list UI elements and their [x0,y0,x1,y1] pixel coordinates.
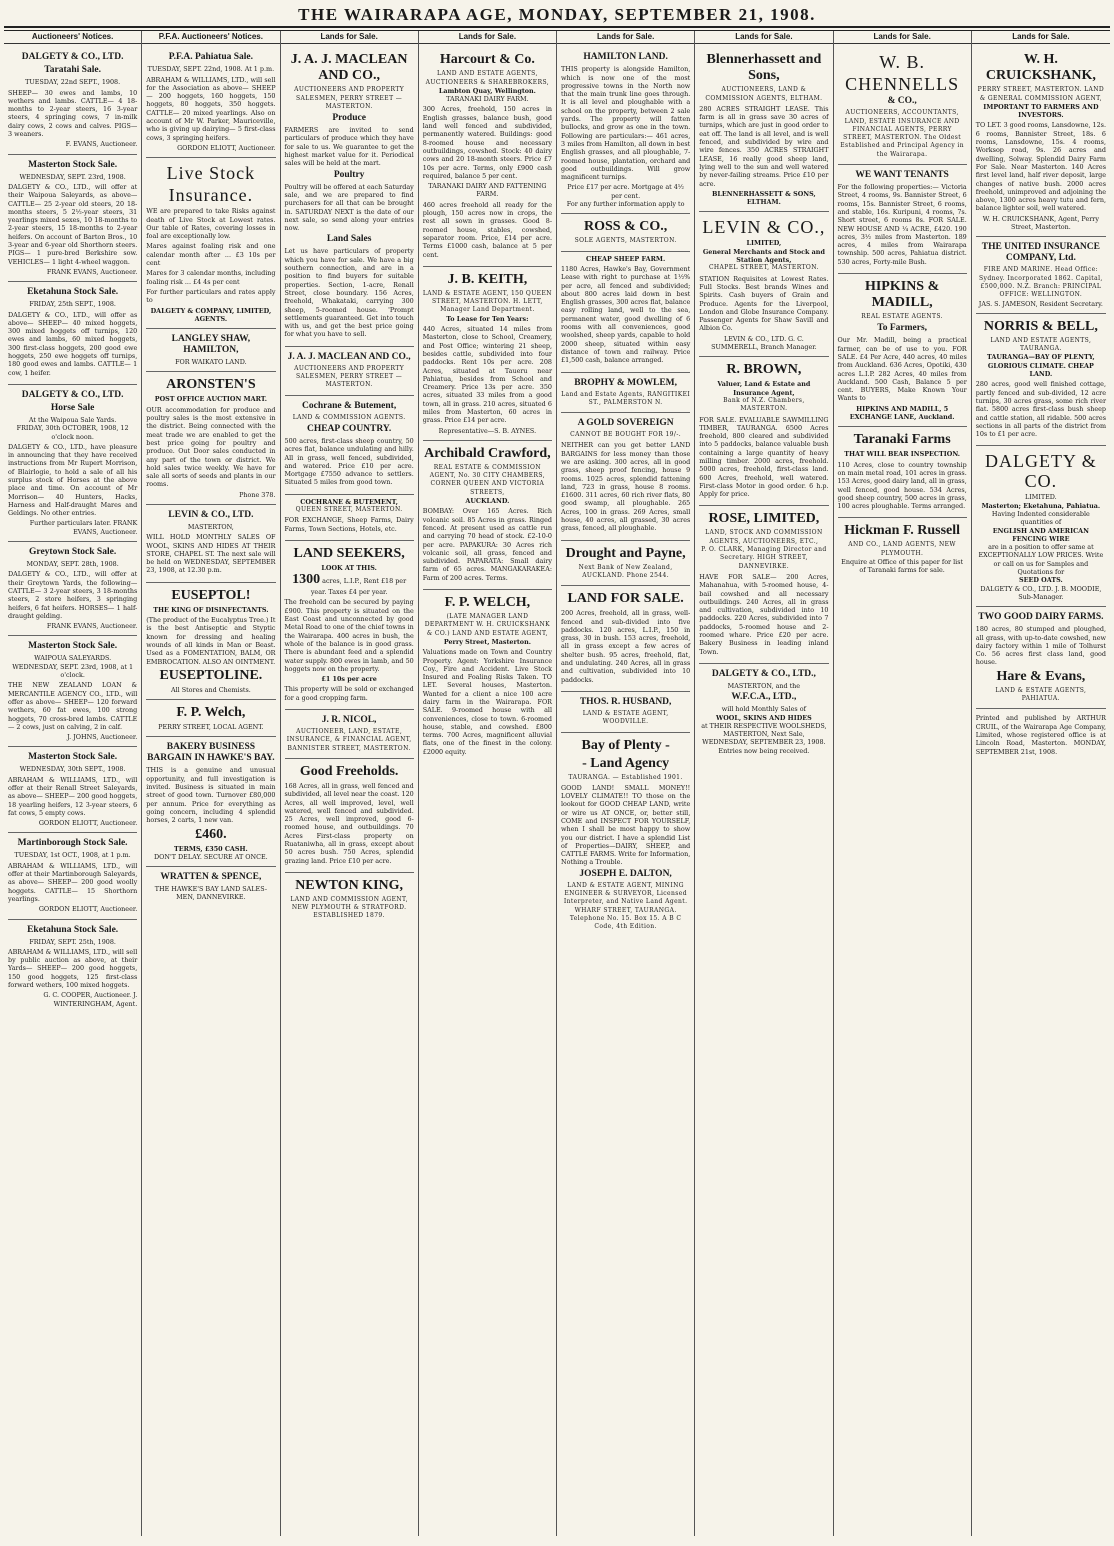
advert-body: NEITHER can you get better LAND BARGAINS for less money than those we are asking. 300 acres, all in good grass, sheep proof fencing, house 9 rooms. 1025 acres, splendid fattening land, 723 in grass, house 8 rooms. £1600. 311 acres, 60 rich river flats, 80 good swamp, all ploughable. 265 Acres, 100 in grass. 269 Acres, small house, 40 acres, all grassed, 30 acres grass, fenced, all ploughable. [561,441,691,533]
advert-title: LAND FOR SALE. [567,591,684,607]
advert-heading: SEED OATS. [1019,576,1063,585]
advert [146,158,275,329]
advert [423,267,552,441]
advert-subtitle: LAND & ESTATE AGENTS, PAHIATUA. [995,686,1087,703]
imprint-text: Printed and published by ARTHUR CRUIL, of the Wairarapa Age Company, Limited, whose registered office is at Lincoln Road, Masterton. MONDAY, SEPTEMBER 21st, 1908. [975,714,1106,756]
section-head: Lands for Sale. [557,31,694,44]
advert-date: WEDNESDAY, SEPT. 23rd, 1908. [19,172,126,181]
advert-title: & CO., [887,96,917,107]
advert-title: W. H. CRUICKSHANK, [985,52,1096,84]
advert-subtitle: LIMITED, [746,239,782,248]
advert-price-line [285,572,414,596]
advert [838,274,967,427]
advert [8,920,137,1013]
advert [699,47,828,212]
advert-phone: Phone 378. [239,490,276,499]
advert-title: Drought and Payne, [565,545,686,561]
advert [8,833,137,919]
advert-place: Masterton; Eketahuna, Pahiatua. [981,501,1101,510]
advert-body: THIS is a genuine and unusual opportunity, and full investigation is invited. Business is situated in main street of good town. Turnover £80,000 per annum. Price for everything as going concern, including 4 splendid horses, 2 carts, 1 new van. [146,766,276,825]
advert-title: LANGLEY SHAW, HAMILTON, [171,334,251,356]
advert-body: For the following properties:— Victoria Street, 4 rooms, 9s. Bannister Street, 6 rooms, 15s. Bannister Street, 6 rooms, and stable, 16s. Kuripuni, 4 rooms, 7s. Short street, 6 rooms 8s. FOR SALE. NEW HOUSE AND ¼ ACRE, £420. 190 acres, 3½ miles from Masterton. 189 acres, 4 miles from Wairarapa township. 500 acres, Pahiatua district. 530 acres, Forty-mile Bush. [837,183,967,266]
advert-footer: at THEIR RESPECTIVE WOOLSHEDS, MASTERTON, Next Sale, WEDNESDAY, SEPTEMBER 23, 1908. Entries now being received. [701,721,827,755]
advert-heading: TARANAKI DAIRY AND FATTENING FARM. [428,182,547,199]
advert-title: WE WANT TENANTS [855,170,949,181]
advert-body: Let us have particulars of property which you have for sale. We have a big southern connection, and are in a position to find buyers for suitable properties. Section, 1-acre, Renall Street, close boundary. 156 Acres, freehold, Whakataki, carrying 300 sheep, 5-roomed house. 'Prompt settlements guaranteed. Get into touch with us, and get the best price going for what you have to sell. [284,247,414,339]
advert-title: Hickman F. Russell [844,523,961,539]
advert-title: Eketahuna Stock Sale. [27,287,119,298]
advert-body: DALGETY & CO., LTD., will offer at their Waipoua Saleyards, as above— CATTLE— 25 2-year old steers, 20 18-months steers, 5 2½-year steers, 31 yearlings mixed sexes, 10 18-months to 2-year steers, 15 18-months to 2-year heifers. On account of Barton Bros., 10 3-year and 6-year old Shorthorn steers. PIGS— 1 pure-bred Berkshire sow. VEHICLES— 1 light 4-wheel waggon. [8,182,138,266]
advert-body: ABRAHAM & WILLIAMS, LTD., will offer at their Renall Street Saleyards, as above— SHEEP— 200 good hoggets, 18 yearling heifers, 12 3-year steers, 6 fat cows, 5 empty cows. [8,775,138,817]
advert-subtitle: SOLE AGENTS, MASTERTON. [574,237,677,245]
advert [561,586,690,692]
advert-body: 300 Acres, freehold, 150 acres in English grasses, balance bush, good land well fenced and subdivided, permanently watered. Buildings: good 8-roomed house and necessary outbuildings, cowshed. Stock: 40 dairy cows and 20 18-month steers. Price £7 10s per acre. Terms, only £900 cash required, balance 5 per cent. [422,105,552,180]
advert-body: ABRAHAM & WILLIAMS, LTD., will sell by public auction as above, at their Yards— SHEEP— 200 good hoggets, 150 good hoggets, 125 first-class forward wethers, 100 mixed hoggets. [8,947,138,990]
advert-title: Cochrane & Butement, [302,400,397,411]
advert-date: FRIDAY, SEPT. 25th, 1908. [29,937,116,946]
advert [561,214,690,251]
advert-title: Taranaki Farms [853,432,951,448]
advert-title: Insurance. [168,185,254,206]
advert-title: Eketahuna Stock Sale. [27,924,119,935]
advert-body: 168 Acres, all in grass, well fenced and subdivided, all level near the coast. 120 Acres, all well improved, level, well watered, well fenced and subdivided. 25 Acres, well improved, good 6-roomed house, and outbuildings. 70 Acres First-class property on Ruataniwha, all in grass, except about 50 acres bush. 750 Acres, splendid grazing land. Price £10 per acre. [284,781,414,865]
advert-body: 500 acres, first-class sheep country, 50 acres flat, balance undulating and hilly. All in grass, well fenced, subdivided, and watered. Price £10 per acre. Mortgage £7550 advance to settlers. Situated 5 miles from good town. [284,436,414,487]
rate-line: Mares against foaling risk and one calendar month after ... £3 10s per cent [146,242,276,268]
advert-heading: IMPORTANT TO FARMERS AND INVESTORS. [983,102,1099,120]
advert-title: J. B. KEITH, [447,271,528,287]
advert-body: GOOD LAND! SMALL MONEY!! LOVELY CLIMATE!! TO those on the lookout for GOOD CHEAP LAND, write or wire us AT ONCE, or, better still, COME and INSPECT FOR YOURSELF, when I shall be most happy to show you our district. I have a splendid List of Properties—DAIRY, SHEEP, and CATTLE FARMS. Write for Information, Nothing a Trouble. [561,783,691,867]
section-head: Lands for Sale. [695,31,832,44]
advert-title: HAMILTON LAND. [583,52,668,63]
advert-footer: For further particulars and rates apply to [146,287,276,305]
advert-date: TUESDAY, 22nd SEPT., 1908. [25,78,121,87]
advert-title: J. A. J. MACLEAN AND CO., [287,351,411,362]
advert-title: Martinborough Stock Sale. [17,838,128,849]
advert-title: DALGETY & CO., LTD., [711,668,816,679]
advert [8,542,137,636]
advert [976,47,1106,237]
advert-body: Having Indented considerable quantities of [991,509,1090,527]
advert-heading: Produce [332,113,366,124]
advert [285,541,414,710]
advert-body: Poultry will be offered at each Saturday sale, and we are prepared to find purchasers for all that can be brought in. SATURDAY NEXT is the date of our next sale, so send along your entries now. [284,182,414,233]
advert-subtitle: General Merchants and Stock and Station Agents, [702,247,825,265]
advert-title: Live Stock [166,163,256,184]
advert-footer: Representative—S. B. AYNES. [438,426,537,435]
advert-heading: ENGLISH AND AMERICAN FENCING WIRE [992,526,1089,543]
advert-subtitle: LAND, STOCK AND COMMISSION AGENTS, AUCTIONEERS, ETC., [705,529,823,545]
advert-body: 460 acres freehold all ready for the plough, 150 acres now in crops, the rest all sown in grasses. Good 8-roomed house, stables, cowshed, separator room. Price, £14 per acre. Terms £1000 cash, balance at 5 per cent. [422,200,552,259]
advert-title: DALGETY & CO. [984,451,1097,492]
advert-body: OUR accommodation for produce and poultry sales is the most extensive in the district. Being connected with the meat trade we are enabled to get the best price going for poultry and produce. Out Door sales conducted in any part of the town or district. We hold sales twice weekly. We have for sale all sorts of seeds and plants in our rooms. [146,405,276,489]
advert-date: TUESDAY, 1st OCT., 1908, at 1 p.m. [14,851,131,860]
advert-title: W.F.C.A., LTD., [731,692,797,703]
advert-subtitle: AUCTIONEER, LAND, ESTATE, INSURANCE, & FINANCIAL AGENT, BANNISTER STREET, MASTERTON. [286,728,412,752]
advert-firm: DALGETY & CO., LTD. [21,389,124,400]
advert-title: Blennerhassett and Sons, [706,52,822,84]
advert-subtitle: AND CO., LAND AGENTS, NEW PLYMOUTH. [848,541,956,557]
imprint [976,709,1106,762]
advert-signature: G. C. COOPER, Auctioneer. J. WINTERINGHAM, Agent. [43,991,138,1008]
advert [146,329,275,372]
advert-body: ABRAHAM & WILLIAMS, LTD., will offer at their Martinborough Saleyards, as above— SHEEP— 200 good woolly hoggets. CATTLE— 15 Shorthorn yearlings. [8,861,138,903]
section-head: P.F.A. Auctioneers' Notices. [142,31,279,44]
advert [8,47,137,154]
advert-signature: F. EVANS, Auctioneer. [65,140,138,149]
advert [699,212,828,357]
advert-date: MONDAY, SEPT. 28th, 1908. [26,560,119,569]
advert-body: (The product of the Eucalyptus Tree.) It is the best Antiseptic and Styptic known for dressing and healing wounds of all kinds in Man or Beast. Used as a FOMENTATION, BALM, OR EMBROCATION. ALSO AN OINTMENT. [146,616,276,666]
advert-subtitle: LAND & ESTATE AGENT, MINING ENGINEER & SURVEYOR, Licensed Interpreter, and Native Land Agent. WHARF STREET, TAURANGA. Telephone No. 15. Box 15. A B C Code, 4th Edition. [563,881,688,931]
advert [838,165,967,274]
advert-footer: This property will be sold or exchanged for a good cropping farm. [284,685,414,702]
advert-title: Masterton Stock Sale. [28,159,118,170]
advert-subtitle: REAL ESTATE & COMMISSION AGENT, No. 30 CITY CHAMBERS, CORNER QUEEN AND VICTORIA STREETS, [429,463,545,496]
advert-date: WEDNESDAY, SEPT. 23rd, 1908, at 1 o'clock. [12,662,134,680]
advert-title: F. P. Welch, [176,705,246,721]
advert-signature: FRANK EVANS, Auctioneer. [46,622,138,631]
advert-subtitle: FIRE AND MARINE. Head Office: Sydney. Incorporated 1862. Capital, £500,000. N.Z. Branch: PRINCIPAL OFFICE: WELLINGTON. [979,266,1103,299]
advert-subtitle: CANNOT BE BOUGHT FOR 19/-. [570,431,682,439]
advert-body: FARMERS are invited to send particulars of produce which they have for sale to us. We guarantee to get the highest market value for it. Periodical sales will be held at the mart. [284,126,414,168]
advert [8,636,137,747]
advert-title: NEWTON KING, [295,877,404,893]
advert-body: 200 Acres, freehold, all in grass, well-fenced and sub-divided into five paddocks. 120 acres, L.I.P., 150 in grass, 30 in bush. 153 acres, freehold, all in grass except a few acres of shelter bush. 95 acres, freehold, flat, and undulating. 240 Acres, all in grass and cultivation, subdivided into 10 paddocks. [561,609,691,684]
advert [285,759,414,873]
advert-title: NORRIS & BELL, [983,318,1098,334]
advert [285,47,414,346]
advert-title: LEVIN & CO., LTD. [168,509,254,520]
advert-subtitle: LAND & ESTATE AGENT, WOODVILLE. [582,709,669,726]
advert-heading: To Farmers, [877,323,928,334]
advert-subtitle: Land and Estate Agents, RANGITIKEI ST., PALMERSTON N. [561,390,691,406]
advert-title: J. A. J. MACLEAN AND CO., [290,52,408,84]
advert-body: STATION Requisites at Lowest Rates. Full Stocks. Best brands Wines and Spirits. Cash buyers of Grain and Produce. Agents for the Liverpool, London and Globe Insurance Company. Passenger Agents for Shaw Savill and Albion Co. [699,274,829,333]
advert-place: Perry Street, Masterton. [443,637,531,646]
advert-body: DALGETY & CO., LTD., will offer at their Greytown Yards, the following— CATTLE— 3 2-year steers, 3 18-months steers, 2 store heifers, 3 springing heifers, 6 fat heifers. HORSES— 1 half-draught gelding. [8,570,138,620]
column-1 [4,31,142,1536]
advert-body: THIS property is alongside Hamilton, which is now one of the most progressive towns in the North now that the main trunk line goes through. It is all level and ploughable with a school on the property, between 2 sale yards. The property will fatten bullocks, and grow as one in the town. Following are particulars:— 461 acres, 3 miles from Hamilton, all down in best English grasses, and all ploughable, 7-roomed house, plantation, orchard and good outbuildings. Will grow magnificent turnips. [561,65,691,182]
advert-subtitle: LAND & COMMISSION AGENTS. [292,413,406,421]
advert-subtitle: P. O. CLARK, Managing Director and Secretary. HIGH STREET, DANNEVIRKE. [701,546,827,570]
section-head: Lands for Sale. [419,31,556,44]
column-4 [419,31,557,1536]
advert-body: THE NEW ZEALAND LOAN & MERCANTILE AGENCY CO., LTD., will offer as above— SHEEP— 120 forward wethers, 60 fat ewes, 100 strong hoggets, 70 cross-bred lambs. CATTLE— 2 cows, just on calving, 2 in calf. [8,681,138,731]
advert [146,372,275,505]
advert-subtitle: (LATE MANAGER LAND DEPARTMENT W. H. CRUICKSHANK & CO.) LAND AND ESTATE AGENT, [424,613,551,637]
advert-title: Harcourt & Co. [439,52,535,68]
section-head: Lands for Sale. [834,31,971,44]
advert [699,506,828,663]
advert-body: Valuations made on Town and Country Property. Agent: Yorkshire Insurance Coy., Fire and Accident. Live Stock Insured and Foaling Risks Taken. TO LET. Several houses, Masterton. Wanted for a client a nice 100 acre dairy farm in the Wairarapa. FOR SALE. 9-roomed house with all conveniences, close to town. 6-roomed house, stable, and cowshed. £800 terms. 700 Acres, magnificent alluvial flats, one of the finest in the colony. £2000 equity. [422,648,552,756]
advert-signature: FRANK EVANS, Auctioneer. [46,267,138,276]
advert [561,47,690,214]
advert-body: TO LET. 3 good rooms, Lansdowne, 12s. 6 rooms, Bannister Street, 18s. 6 rooms, Lansdowne, 15s. 4 rooms, Worksop road, 9s. 26 acres and dwelling, Solway. Splendid Dairy Farm For Sale. Near Masterton. 140 Acres first level land, half river deposit, large changes of native bush. 2000 acres freehold, unimproved and adjoining the above, 1300 acres heavy tutu and fern, balance lighter soil, well watered. [975,121,1106,213]
advert-body: HAVE FOR SALE— 200 Acres, Mahanahua, with 5-roomed house, 4-bail cowshed and all necessary outbuildings. 240 Acres, all in grass and cultivation, subdivided into 10 paddocks. 220 Acres, subdivided into 7 paddocks, 5-roomed house and 2-roomed whare. Price £20 per acre. Bakery Business in leading inland Town. [699,572,829,656]
advert [146,867,275,907]
advert-body: will hold Monthly Sales of [721,705,806,714]
advert-body: 180 acres, 80 stumped and ploughed, all grass, with up-to-date cowshed, new dairy factory within 1 mile of Tolhurst Co. 56 acres first class land, good house. [975,625,1106,667]
advert-body: SHEEP— 30 ewes and lambs, 10 wethers and lambs. CATTLE— 4 18-months to 2-year steers, 16 3-year steers, 4 springing cows, 7 in-milk dairy cows, 2 cows and calves. PIGS— 3 weaners. [8,88,138,139]
advert-body: BOMBAY: Over 165 Acres. Rich volcanic soil. 85 Acres in grass. Ringed fenced. At present used as cattle run and carrying 70 head of stock. £2-10-0 per acre. PAPAKURA: 30 Acres rich volcanic soil, all grass, fenced and subdivided. PAPARATA: Small dairy farm of 65 acres. MANGAKARAKEA: Farm of 200 acres. Terms. [422,507,552,582]
advert-price: Price £17 per acre. Mortgage at 4½ per cent. [567,183,684,200]
advert-subtitle: AUCTIONEERS AND PROPERTY SALESMEN, PERRY STREET — MASTERTON. [294,86,405,110]
advert-title: A GOLD SOVEREIGN [577,418,674,429]
advert [838,427,967,518]
advert-title: R. BROWN, [726,362,802,378]
advert [976,446,1106,607]
advert-body: FOR SALE. EVALUABLE SAWMILLING TIMBER, TAURANGA. 6500 Acres freehold, 800 cleared and subdivided into 5 paddocks, balance valuable bush containing a large quantity of heavy milling timber. 2000 acres, freehold. 5000 acres, freehold, first-class land. 600 Acres, freehold, well watered. First-class Motor in good order. 6 h.p. Apply for price. [699,415,829,499]
advert [423,441,552,590]
advert-title: Masterton Stock Sale. [28,641,118,652]
advert [146,505,275,583]
advert-body: WE are prepared to take Risks against death of Live Stock at Lowest rates. Our table of Rates, covering losses in foal are exceptionally low. [146,207,276,241]
advert [561,252,690,373]
advert-heading: To Lease for Ten Years: [446,314,529,323]
advert [8,282,137,385]
advert-date: TUESDAY, SEPT. 22nd, 1908. At 1 p.m. [147,65,275,74]
advert-title: W. B. [879,52,926,73]
advert-subtitle: Next Bank of New Zealand, AUCKLAND. Phone 2544. [578,563,673,579]
advert-signature: J. JOHNS, Auctioneer. [67,733,138,742]
advert-subtitle: PERRY STREET, MASTERTON. LAND & GENERAL COMMISSION AGENT, [977,86,1105,102]
advert-subtitle: THE KING OF DISINFECTANTS. [153,605,269,614]
advert-body: The freehold can be secured by paying £900. This property is situated on the East Coast and unconnected by good Metal Road to one of the chief towns in the Wairarapa. 400 acres in bush, the whole of the balance is in good grass. There is abundant feed and a splendid water supply. 800 ewes in lamb, and 50 hoggets now on the property. [284,598,414,673]
advert-subtitle: FOR WAIKATO LAND. [175,358,247,367]
advert-body: DALGETY & CO., LTD., have pleasure in announcing that they have received instructions from Mr Rupert Morrison, of Blairlogie, to hold a sale of all his surplus stock of Horses at the above place and time. On account of Mr Morrison— 40 Hunters, Hacks, Harness and Half-draught Mares and Geldings. No other entries. [8,442,138,518]
advert-subtitle: AUCTIONEERS, ACCOUNTANTS, LAND, ESTATE INSURANCE AND FINANCIAL AGENTS, PERRY STREET, MASTERTON. The Oldest Established and Principal Agency in the Wairarapa. [840,109,965,158]
advert-signature: DALGETY & CO., LTD. J. B. MOODIE, Sub-Manager. [980,584,1102,601]
advert-subtitle: WAIPOUA SALEYARDS. [34,654,112,663]
advert-signature: W. H. CRUICKSHANK, Agent, Perry Street, Masterton. [982,214,1099,232]
rate-line: Mares for 3 calendar months, including foaling risk ... £4 4s per cent [146,269,276,286]
advert-title: BAKERY BUSINESS BARGAIN IN HAWKE'S BAY. [147,742,275,764]
advert-subtitle: LAND AND COMMISSION AGENT, NEW PLYMOUTH & STRATFORD. ESTABLISHED 1879. [290,895,408,920]
advert-title: TWO GOOD DAIRY FARMS. [978,612,1104,623]
advert-place: Lambton Quay, Wellington. [438,86,536,95]
masthead: THE WAIRARAPA AGE, MONDAY, SEPTEMBER 21, 1908. [4,4,1110,28]
advert-subtitle: LIMITED. [1025,493,1057,502]
advert [976,314,1106,447]
advert [285,873,414,926]
advert-date: FRIDAY, 30th OCTOBER, 1908, 12 o'clock noon. [16,424,129,441]
advert-title: THOS. R. HUSBAND, [579,696,672,707]
advert [8,747,137,833]
advert [838,47,967,165]
advert [838,518,967,579]
advert-signature: JAS. S. JAMESON, Resident Secretary. [978,299,1103,308]
advert-firm: Hare & Evans, [996,668,1086,684]
advert-title: LAND SEEKERS, [293,545,405,561]
advert-heading: WOOL, SKINS AND HIDES [716,713,812,722]
advert-title: EUSEPTOL! [171,587,251,603]
column-2 [142,31,280,1536]
advert-title: LEVIN & CO., [702,217,826,238]
advert-title: BROPHY & MOWLEM, [574,377,678,388]
advert-subtitle: LAND AND ESTATE AGENTS, AUCTIONEERS & SHAREBROKERS, [425,70,550,86]
advert-subtitle: THE HAWKE'S BAY LAND SALES-MEN, DANNEVIRKE. [154,885,267,902]
advert-subtitle: AUCTIONEERS, LAND & COMMISSION AGENTS, ELTHAM. [705,86,823,102]
advert-date: WEDNESDAY, 30th SEPT., 1908. [19,765,126,774]
advert [976,237,1106,313]
advert-terms: TERMS, £350 CASH. [173,844,248,853]
advert-subtitle: PERRY STREET, LOCAL AGENT. [158,723,264,732]
advert-subtitle: QUEEN STREET, MASTERTON. [295,505,403,513]
advert-title: J. R. NICOL, [321,715,377,726]
advert-subtitle: CHAPEL STREET, MASTERTON. [708,264,819,272]
advert-body: WILL HOLD MONTHLY SALES OF WOOL, SKINS AND HIDES AT THEIR STORE, CHAPEL ST. The next sale will be held on WEDNESDAY, SEPTEMBER 23, 1908, at 12.30 p.m. [146,533,276,575]
column-7 [834,31,972,1536]
advert [285,347,414,396]
advert [285,396,414,495]
advert-title: HIPKINS & MADILL, [864,279,940,311]
advert-heading: TAURANGA—BAY OF PLENTY, GLORIOUS CLIMATE. CHEAP LAND. [987,353,1095,379]
column-3 [281,31,419,1536]
advert-heading: Land Sales [326,234,372,245]
advert-subtitle: LOOK AT THIS. [321,563,377,572]
advert-signature: HIPKINS AND MADILL, 5 EXCHANGE LANE, Auckland. [849,404,955,422]
advert-title: Greytown Stock Sale. [29,547,117,558]
advert-body: 280 acres, good well finished cottage, partly fenced and sub-divided, 12 acre turnips, 30 acres grass, some rich river flat. 5800 acres first-class bush sheep and cattle station, all ridable. 500 acres sections in all parts of the district from 10s to £1 per acre. [975,380,1106,439]
advert [561,541,690,587]
advert-body: are in a position to offer same at EXCEPTIONALLY LOW PRICES. Write or call on us for Samples and Quotations for [978,543,1104,577]
columns [4,30,1110,1536]
advert-title: Taratahi Sale. [44,65,101,76]
advert-body: 440 Acres, situated 14 miles from Masterton, close to School, Creamery, and Post Office; wintering 21 sheep, besides cattle, subdivided into four paddocks. Rent 10s per acre. 208 Acres, situated at Taueru near Pahiatua, besides from School and Creamery. Price 13s per acre. 350 acres, situated 33 miles from a good town, all in grass. 210 acres, situated 6 miles from Masterton, 60 acres in grass. Price £14 per acre. [422,325,552,425]
advert-heading: Poultry [333,169,365,180]
advert-title: CHENNELLS [845,74,960,95]
advert [146,737,275,867]
advert [699,357,828,506]
advert-title: P.F.A. Pahiatua Sale. [168,52,254,63]
advert-signature: Further particulars later. FRANK EVANS, Auctioneer. [29,519,138,536]
advert-price: £460. [195,826,227,842]
acreage-terms: acres, L.I.P., Rent £18 per year. Taxes £4 per year. [310,577,407,597]
advert-heading: CHEAP SHEEP FARM. [586,254,666,263]
advert-signature: GORDON ELIOTT, Auctioneer. [177,143,276,152]
advert-title: Masterton Stock Sale. [28,752,118,763]
advert-subtitle: MASTERTON, [187,522,234,531]
section-head: Auctioneers' Notices. [4,31,141,44]
advert-subtitle: LAND & ESTATE AGENT, 150 QUEEN STREET, MASTERTON. H. LETT, Manager Land Department. [422,289,552,314]
advert-subtitle: Bank of N.Z. Chambers, MASTERTON. [723,396,805,413]
advert-footer: DON'T DELAY. SECURE AT ONCE. [154,852,268,861]
advert-signature: GORDON ELIOTT, Auctioneer. [38,819,138,828]
column-6 [695,31,833,1536]
advert-heading: TARANAKI DAIRY FARM. [446,95,529,104]
advert-footer: For any further information apply to [566,200,685,209]
advert-title: Good Freeholds. [299,763,399,779]
advert-title: Bay of Plenty - [581,737,670,753]
advert-title: ROSS & CO., [584,219,668,235]
newspaper-page [4,4,1110,1538]
advert-title: F. P. WELCH, [444,595,531,611]
advert [976,607,1106,709]
advert-footer: Enquire at Office of this paper for list of Taranaki farms for sale. [841,557,964,575]
advert [561,733,690,937]
advert-subtitle: Valuer, Land & Estate and Insurance Agent, [717,380,811,397]
advert-title: - Land Agency [582,755,670,771]
advert-body: DALGETY & CO., LTD., will offer as above— SHEEP— 40 mixed hoggets, 300 mixed hoggets off turnips, 120 ewes and lambs, 60 mixed hoggets, 300 first-class hoggets, 200 good ewe hoggets, 250 ewe hoggets off turnips, 180 good ewes and lambs. CATTLE— 1 cow, 1 heifer. [8,310,138,377]
advert [561,692,690,733]
advert-subtitle: AUCTIONEERS AND PROPERTY SALESMEN, PERRY STREET — MASTERTON. [294,364,405,389]
advert [8,385,137,542]
advert-title: ARONSTEN'S [166,377,256,393]
advert-title: WRATTEN & SPENCE, [160,872,262,883]
advert-subtitle: REAL ESTATE AGENTS. [861,313,943,321]
advert-title: ROSE, LIMITED, [708,511,820,527]
advert-date: FRIDAY, 25th SEPT., 1908. [29,300,116,309]
advert-body: 110 Acres, close to country township on main metal road, 101 acres in grass. 153 Acres, good dairy land, all in grass, well fenced, good house. 534 Acres, good sheep country, 500 acres in grass, 100 acres ploughable. Terms arranged. [837,460,967,511]
advert-price: £1 10s per acre [321,675,377,684]
column-5 [557,31,695,1536]
advert-signature: GORDON ELIOTT, Auctioneer. [38,905,138,914]
advert [423,590,552,763]
advert-body: 1180 Acres, Hawke's Bay, Government Lease with right to purchase at 1½% per acre, all fenced and subdivided; about 800 acres laid down in best English grasses, 300 acres flat, balance easy rolling land, well to the sea, permanent water, good dwelling of 6 rooms with all conveniences, good woolshed, sheep yards, capable to hold 2000 sheep, situated within easy distance of town and railway. Price £1,500 cash, balance arranged. [561,264,691,365]
advert-heading: CHEAP COUNTRY. [306,423,392,434]
advert-subtitle: MASTERTON, and the [727,681,801,690]
advert-firm: JOSEPH E. DALTON, [579,868,672,879]
advert [423,47,552,267]
advert [146,700,275,737]
advert-title: COCHRANE & BUTEMENT, [300,497,398,506]
advert-title: EUSEPTOLINE. [159,667,263,683]
advert-title: THE UNITED INSURANCE COMPANY, Ltd. [981,242,1100,264]
acreage: 1300 [292,572,321,588]
advert-title: Horse Sale [50,402,95,413]
advert-place: AUCKLAND. [465,497,510,506]
advert-body: ABRAHAM & WILLIAMS, LTD., will sell for the Association as above— SHEEP— 200 hoggets, 160 hoggets, 150 hoggets, 80 hoggets, 350 hoggets. CATTLE— 20 mixed yearlings. Also on account of Mr W. Parker, Mauriceville, who is giving up dairying— 5 first-class cows, 3 springing heifers. [146,75,276,142]
advert-firm: DALGETY & CO., LTD. [21,52,124,63]
advert-subtitle: TAURANGA. — Established 1901. [568,773,683,781]
advert [561,413,690,541]
advert-subtitle: At the Waipoua Sale Yards. [28,415,117,424]
advert-subtitle: LAND AND ESTATE AGENTS, TAURANGA. [990,336,1092,353]
advert-signature: LEVIN & CO., LTD. G. C. SUMMERELL, Branch Manager. [711,334,817,352]
advert-footer: All Stores and Chemists. [170,685,251,694]
advert [146,47,275,158]
advert-title: Archibald Crawford, [424,445,551,461]
advert-body: Our Mr. Madill, being a practical farmer, can be of use to you. FOR SALE. £4 Per Acre, 440 acres, 40 miles from Auckland. 636 Acres, Opotiki, 430 acres L.I.P. 282 Acres, 40 miles from Auckland. 500 Cash, Balance 5 per cent. BUYERS, Make Known Your Wants to [837,336,967,403]
section-head: Lands for Sale. [281,31,418,44]
advert-firm: DALGETY & COMPANY, LIMITED, AGENTS. [150,306,272,323]
column-8 [972,31,1110,1536]
section-head: Lands for Sale. [972,31,1110,44]
advert [561,373,690,414]
advert-body: 280 ACRES STRAIGHT LEASE. This farm is all in grass save 30 acres of turnips, which are just in good order to eat off. The land is all level, and is well fenced, and subdivided by wire and wire fences. 350 ACRES STRAIGHT LEASE, 16 really good sheep land, lying well to the sun and well watered by never-failing streams. Price £10 per acre. [699,104,829,188]
advert [8,155,137,283]
advert [285,495,414,541]
advert [146,583,275,700]
advert-subtitle: THAT WILL BEAR INSPECTION. [844,450,960,459]
advert-signature: BLENNERHASSETT & SONS, ELTHAM. [712,189,816,207]
advert-body: FOR EXCHANGE, Sheep Farms, Dairy Farms, Town Sections, Hotels, etc. [284,516,414,533]
advert [699,664,828,760]
advert-subtitle: POST OFFICE AUCTION MART. [154,395,267,404]
advert [285,710,414,759]
